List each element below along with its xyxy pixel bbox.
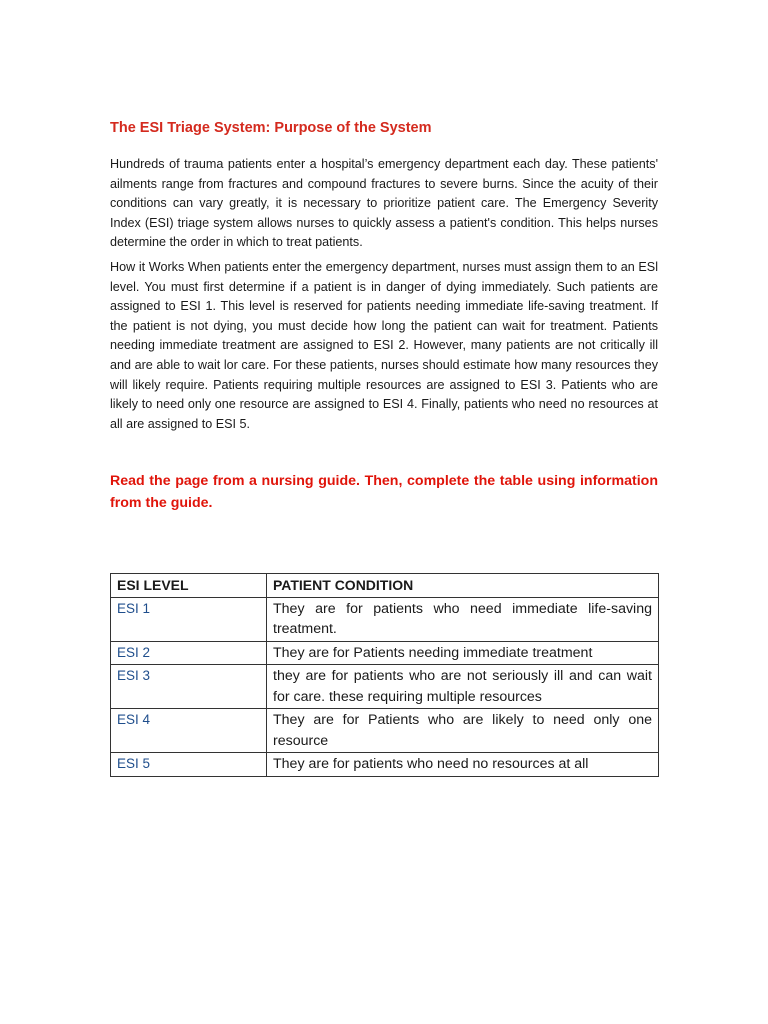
instruction-text: Read the page from a nursing guide. Then, complete the table using information from the guide. xyxy=(110,473,658,512)
esi-table xyxy=(110,573,659,777)
patient-condition-cell: They are for patients who need immediate life-saving treatment. xyxy=(267,597,659,641)
table-row xyxy=(111,709,659,753)
esi-level-cell: ESI 3 xyxy=(111,665,267,709)
patient-condition-cell: They are for Patients who are likely to need only one resource xyxy=(267,709,659,753)
patient-condition-cell: They are for Patients needing immediate treatment xyxy=(267,641,659,665)
esi-level-cell: ESI 4 xyxy=(111,709,267,753)
table-header-row xyxy=(111,574,659,598)
how-it-works-paragraph: How it Works When patients enter the emergency department, nurses must assign them to an ESl level. You must first determine if a patient is in danger of dying immediately. Such patients are assigned to ESI 1. This level is reserved for patients needing immediate life-saving treatment. If the patient is not dying, you must decide how long the patient can wait for treatment. Patients needing immediate treatment are assigned to ESI 2. However, many patients are not critically ill and are able to wait lor care. For these patients, nurses should estimate how many resources they will likely require. Patients requiring multiple resources are assigned to ESI 3. Patients who are likely to need only one resource are assigned to ESI 4. Finally, patients who need no resources at all are assigned to ESI 5. xyxy=(110,259,658,431)
table-row xyxy=(111,641,659,665)
patient-condition-cell: they are for patients who are not seriously ill and can wait for care. these requiring multiple resources xyxy=(267,665,659,709)
patient-condition-cell: They are for patients who need no resources at all xyxy=(267,753,659,777)
table-row xyxy=(111,597,659,641)
esi-level-cell: ESI 1 xyxy=(111,597,267,641)
esi-level-cell: ESI 2 xyxy=(111,641,267,665)
intro-paragraph: Hundreds of trauma patients enter a hospital’s emergency department each day. These patients' ailments range from fractures and compound fractures to severe burns. Since the acuity of their conditions can vary greatly, it is necessary to prioritize patient care. The Emergency Severity Index (ESI) triage system allows nurses to quickly assess a patient's condition. This helps nurses determine the order in which to treat patients. xyxy=(110,157,658,250)
table-row xyxy=(111,665,659,709)
header-esi-level: ESI LEVEL xyxy=(111,574,267,598)
table-row xyxy=(111,753,659,777)
page-title: The ESI Triage System: Purpose of the System xyxy=(110,120,432,136)
document-body xyxy=(110,118,658,514)
header-patient-condition: PATIENT CONDITION xyxy=(267,574,659,598)
esi-level-cell: ESI 5 xyxy=(111,753,267,777)
